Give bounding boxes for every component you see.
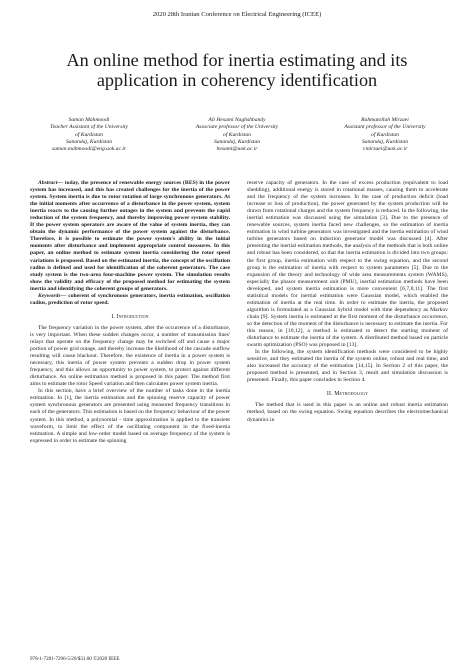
section-heading-introduction <box>30 314 230 321</box>
body-paragraph: reserve capacity of generators. In the case of excess production (equivalent to load shedding), additional energy is stored in rotational masses, causing them to accelerate and the frequency of the system increases. In the case of production deficit (load increase or loss of production), the power generated by the system production will be drawn from rotational charges and the system frequency is reduced. In the following, the inertial estimation was discussed using the simulation [3]. Due to the presence of renewable sources, system inertia faced new challenges, so the estimation of inertia estimation in wind turbine generators was investigated and the inertia estimation of wind turbine generators based on induction generator model was discussed [4]. After presenting the inertial estimation methods, the analysis of the methods that is both online and robust has been considered, so that the inertia estimation is divided into two groups: the first group, inertia estimation with respect to the swing equation, and the second group is the estimation of inertia with respect to system parameters [5]. Due to the expansion of the theory and technology of wide area measurements system (WAMS), especially the phasor measurement unit (PMU), inertial estimation methods have been developed, and system inertia estimation is more convenient [6,7,8,11]. The first statistical models for inertial estimation were Gaussian model, which enabled the estimation of inertia at the real time. In order to estimate the inertia, the proposed algorithm is formulated as a Gaussian hybrid model with time dependency as Markov chain [9]. System inertia is estimated at the first moment of the disturbance occurrence, so the detection of the moment of the disturbance is necessary to estimate the inertia. For this reason, in [10,12], a method is estimated to detect the starting moment of disturbance to estimate the inertia of the system. A distributed method based on particle swarm optimization (PSO) was proposed in [13]. <box>247 180 448 349</box>
author-role: Assistant professor of the University <box>344 124 426 131</box>
section-heading-methodology <box>247 391 448 398</box>
author-city: Sanandaj, Kurdistan <box>213 138 261 145</box>
body-paragraph: In this section, have a brief overview of the number of tasks done in the inertia estimation. In [1], the inertia estimation and the spinning reserve capacity of power system synchronous generators are presented using measured frequency transitions in each of the generators. This estimation is based on the frequency behaviour of the power system. In this method, a polynomial - time approximation is applied to the transient waveform, to limit the effect of the oscillating component in the fixed-inertia estimation. A simple and low-order model based on average frequency of the system is expressed in order to estimate the spinning <box>30 388 230 444</box>
author-role: Teacher Assistant of the University <box>50 124 128 131</box>
title-line-2: application in coherency identification <box>96 70 378 90</box>
abstract <box>30 180 230 293</box>
author-org: of Kurdistan <box>371 131 399 138</box>
body-paragraph: The method that is used in this paper is an online and robust inertia estimation method, based on the swing equation. Swing equation describes the electromechanical dynamics in <box>247 402 448 423</box>
conference-header: 2020 28th Iranian Conference on Electrical Engineering (ICEE) <box>152 11 322 18</box>
author-org: of Kurdistan <box>223 131 251 138</box>
keywords-label: Keywords— <box>38 292 67 299</box>
author-email: hesami@uok.ac.ir <box>216 146 258 153</box>
title-line-1: An online method for inertia estimating and its <box>66 50 408 70</box>
section-number: II. <box>326 391 333 398</box>
body-paragraph: The frequency variation in the power system, after the occurrence of a disturbance, is very important. When these sudden changes occur, a number of transmission lines' relays that operate on the frequency change may be switched off and cause a major portion of power grid outage, and thereby increase the likelihood of the cascade outflow resulting will cause blackout. Therefore, the existence of inertia in a power system is necessary, this inertia of power system prevents a sudden drop in power system frequency, and this allows an opportunity to power system, to protect against different disturbance. An online estimation method is proposed in this paper. The method first aims to estimate the rotor Speed variation and then calculates power system inertia. <box>30 324 230 388</box>
abstract-label: Abstract— <box>38 180 64 186</box>
author-name: Rahmatollah Mirzaei <box>361 117 409 123</box>
keywords <box>30 293 230 307</box>
section-number: I. <box>111 313 115 320</box>
left-column <box>30 180 230 445</box>
author-block-1 <box>14 117 164 153</box>
right-column <box>247 180 448 424</box>
author-email: saman.mahmoodi@eng.uok.ac.ir <box>51 146 127 153</box>
keywords-text: coherent of synchronous generators, inertia estimation, oscillation radius, prediction of rotor speed. <box>30 292 230 306</box>
author-org: of Kurdistan <box>75 131 103 138</box>
author-city: Sanandaj, Kurdistan <box>65 138 113 145</box>
abstract-text: today, the presence of renewable energy sources (RES) in the power system has increased, and this has created challenges for the inertia of the power system. System inertia is due to rotor rotation of large synchronous generators. At the initial moments after occurrence of a disturbance in the power system, system inertia reacts to the causing further outages in the system and prevents the rapid reduction of the system frequency, and thereby improving power system stability. If the power system operators are aware of the value of system inertia, they can obtain the dynamic performance of the power system against the disturbance. Therefore, it is possible to estimate the power system's ability in the initial moments after disturbance and implement appropriate control measures. In this paper, an online method to estimate system inertia considering the rotor speed variations is proposed. Based on the estimated inertia, the concept of the oscillation radius is defined and used for identification of the coherent generators. The case study system is the two-area four-machine power system. The simulation results show the validity and efficacy of the proposed method for estimating the system inertia and identifying the coherent groups of generators. <box>30 180 230 292</box>
paper-title <box>30 50 444 90</box>
author-name: Ali Hesami Naghshbandy <box>208 117 266 123</box>
author-block-2 <box>162 117 312 153</box>
author-block-3 <box>310 117 460 153</box>
body-paragraph: In the following, the system identification methods were considered to be highly sensitive, and they estimated the inertia of the system online, robust and real time, and also increased the accuracy of the estimation [14,15]. In Section 2 of this paper, the proposed method is presented, and in Section 3, result and simulation discussion is presented. Finally, this paper concludes in Section 4. <box>247 349 448 384</box>
author-name: Saman Mahmoodi <box>68 117 110 123</box>
copyright-footer: 978-1-7281-7296-5/20/$31.00 ©2020 IEEE <box>30 656 120 662</box>
author-role: Associate professor of the University <box>195 124 279 131</box>
author-city: Sanandaj, Kurdistan <box>361 138 409 145</box>
section-title: Introduction <box>116 313 149 320</box>
section-title: Methodology <box>334 391 369 398</box>
author-email: r.mirzaei@uok.ac.ir <box>362 146 408 153</box>
